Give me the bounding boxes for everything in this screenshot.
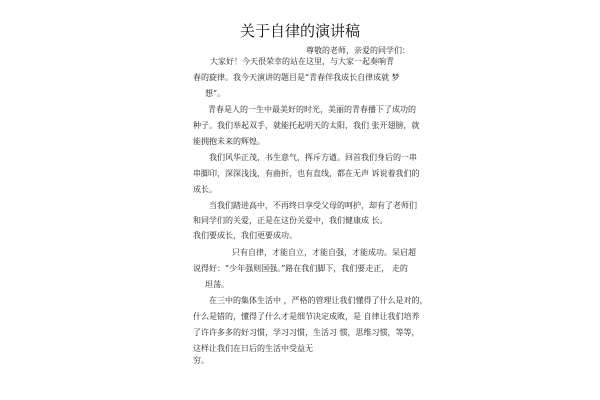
document-title: 关于自律的演讲稿	[239, 22, 360, 40]
text-line: 这样让我们在日后的生活中受益无	[193, 344, 313, 353]
text-line: 大家好！今天很荣幸的站在这里，与大家一起奏响青	[210, 57, 394, 66]
text-line: 成长。	[193, 185, 217, 194]
text-line: 青春是人的一生中最美好的时光，美丽的青春播下了成功的	[208, 105, 416, 114]
text-line: 春的旋律。我今天演讲的题目是“青春伴我成长自律成就 梦	[193, 73, 400, 82]
text-line: 只有自律，才能自立，才能自强，才能成功。呆启超	[232, 248, 416, 257]
text-line: 当我们踏进高中，不再终日享受父母的呵护，却有了老师们	[209, 201, 417, 210]
text-line: 想”。	[205, 89, 226, 98]
text-line: 说得好：“少年强则国强。”路在我们脚下，我们要走正， 走的	[193, 264, 408, 273]
text-line: 穷。	[193, 356, 209, 365]
greeting-line: 尊敬的老师，亲爱的同学们：	[306, 46, 410, 55]
text-line: 了许许多多的好习惯，学习习惯，生活习 惯，思维习惯，等等，	[193, 328, 420, 337]
text-line: 和同学们的关爱，正是在这份关爱中，我们健康成 长。	[193, 216, 388, 225]
text-line: 在三中的集体生活中 ，严格的管理让我们懂得了什么是对的，	[209, 296, 428, 305]
text-line: 什么是错的，懂得了什么才是细节决定成败，是 自律让我们培养	[193, 312, 420, 321]
text-line: 坦荡。	[205, 280, 229, 289]
text-line: 种子。我们举起双手，就能托起明天的太阳，我们 张开翅膀，就	[193, 121, 420, 130]
text-line: 串脚印，深深浅浅，有曲折，也有直线，都在无声 诉说着我们的	[193, 169, 420, 178]
text-line: 我们风华正茂，书生意气，挥斥方遒。回首我们身后的一串	[209, 153, 417, 162]
text-line: 我们要成长，我们更要成功。	[193, 231, 297, 240]
text-line: 能拥抱未来的辉煌。	[193, 137, 265, 146]
